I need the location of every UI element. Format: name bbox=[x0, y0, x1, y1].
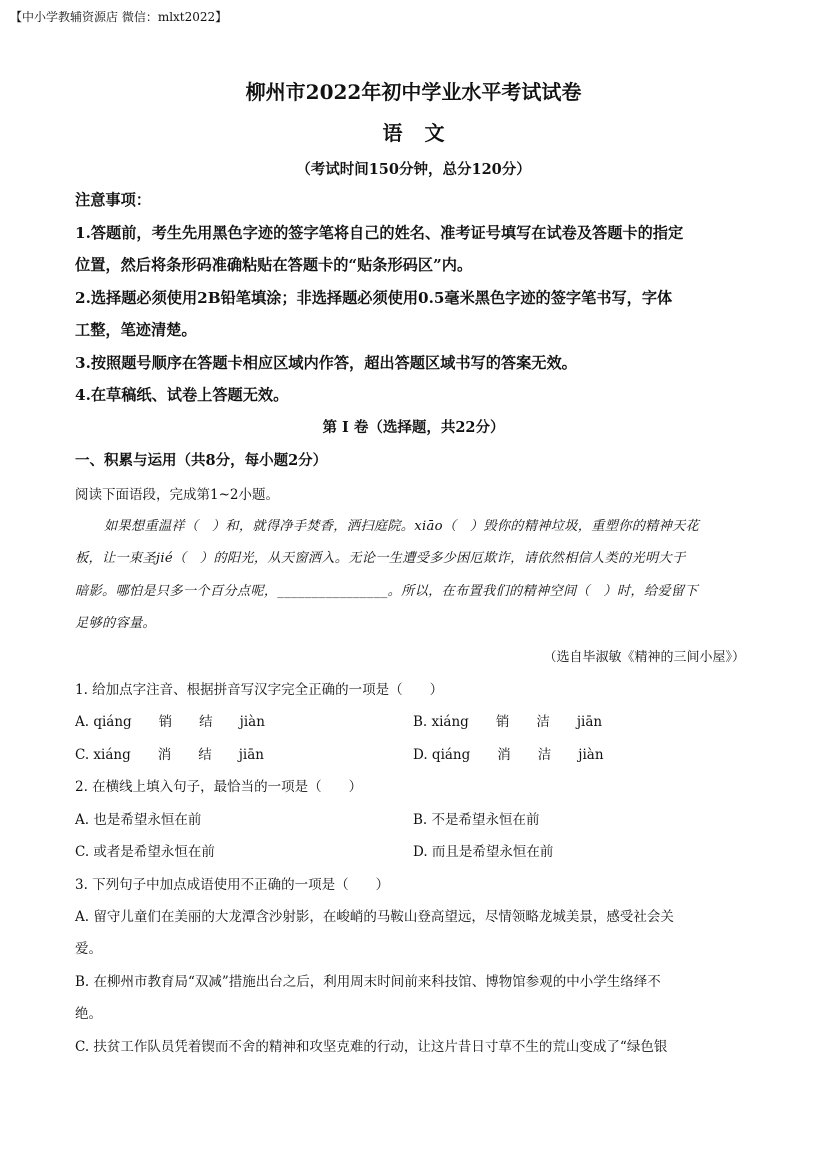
question-2-option-b: B. 不是希望永恒在前 bbox=[413, 812, 540, 828]
exam-title: 柳州市2022年初中学业水平考试试卷 bbox=[245, 80, 582, 104]
question-2-stem: 2. 在横线上填入句子，最恰当的一项是（ ） bbox=[75, 779, 363, 795]
passage-line: 暗影。哪怕是只多一个百分点呢，________________。所以，在布置我们的精神空间（ ）时，给爱留下 bbox=[75, 584, 698, 599]
notice-line: 2.选择题必须使用2B铅笔填涂；非选择题必须使用0.5毫米黑色字迹的签字笔书写，字体 bbox=[75, 289, 673, 307]
passage-source: （选自毕淑敏《精神的三间小屋》） bbox=[543, 650, 745, 665]
question-1-option-c: C. xiáng 消 结 jiān bbox=[75, 747, 264, 763]
passage-line: 如果想重温祥（ ）和，就得净手焚香，洒扫庭院。xiāo（ ）毁你的精神垃圾，重塑你的精神天花 bbox=[104, 519, 700, 534]
question-1-option-b: B. xiáng 销 洁 jiān bbox=[413, 714, 603, 730]
question-3-option-a: A. 留守儿童们在美丽的大龙潭含沙射影，在峻峭的马鞍山登高望远，尽情领略龙城美景，感受社会关 bbox=[75, 909, 674, 925]
notice-line: 工整，笔迹清楚。 bbox=[75, 321, 197, 339]
question-1-stem: 1. 给加点字注音、根据拼音写汉字完全正确的一项是（ ） bbox=[75, 682, 444, 698]
question-3-option-b-cont: 绝。 bbox=[75, 1006, 102, 1022]
section-title: 第 Ⅰ 卷（选择题，共22分） bbox=[322, 419, 505, 436]
passage-line: 板，让一束圣jié（ ）的阳光，从天窗洒入。无论一生遭受多少困厄欺诈，请依然相信人类的光明大于 bbox=[75, 551, 686, 566]
subject-title: 语文 bbox=[382, 121, 467, 145]
question-3-option-c: C. 扶贫工作队员凭着锲而不舍的精神和攻坚克难的行动，让这片昔日寸草不生的荒山变成了“绿色银 bbox=[75, 1039, 668, 1055]
notice-line: 位置，然后将条形码准确粘贴在答题卡的“贴条形码区”内。 bbox=[75, 256, 473, 274]
page-header-watermark: 【中小学教辅资源店 微信：mlxt2022】 bbox=[10, 10, 228, 24]
question-1-option-a: A. qiáng 销 结 jiàn bbox=[75, 714, 265, 730]
question-3-stem: 3. 下列句子中加点成语使用不正确的一项是（ ） bbox=[75, 877, 390, 893]
passage-line: 足够的容量。 bbox=[75, 616, 156, 631]
notice-line: 4.在草稿纸、试卷上答题无效。 bbox=[75, 386, 289, 404]
question-2-option-d: D. 而且是希望永恒在前 bbox=[413, 844, 554, 860]
notice-line: 3.按照题号顺序在答题卡相应区域内作答，超出答题区域书写的答案无效。 bbox=[75, 354, 577, 372]
part-title: 一、积累与运用（共8分，每小题2分） bbox=[75, 452, 328, 469]
question-1-option-d: D. qiáng 消 洁 jiàn bbox=[413, 747, 604, 763]
question-3-option-b: B. 在柳州市教育局“双减”措施出台之后，利用周末时间前来科技馆、博物馆参观的中小学生络绎不 bbox=[75, 974, 661, 990]
exam-time-info: （考试时间150分钟，总分120分） bbox=[296, 161, 531, 178]
reading-instruction: 阅读下面语段，完成第1~2小题。 bbox=[75, 487, 279, 503]
question-2-option-a: A. 也是希望永恒在前 bbox=[75, 812, 202, 828]
question-3-option-a-cont: 爱。 bbox=[75, 941, 102, 957]
notice-line: 1.答题前，考生先用黑色字迹的签字笔将自己的姓名、准考证号填写在试卷及答题卡的指定 bbox=[75, 224, 684, 242]
notice-heading: 注意事项： bbox=[75, 191, 151, 209]
question-2-option-c: C. 或者是希望永恒在前 bbox=[75, 844, 215, 860]
